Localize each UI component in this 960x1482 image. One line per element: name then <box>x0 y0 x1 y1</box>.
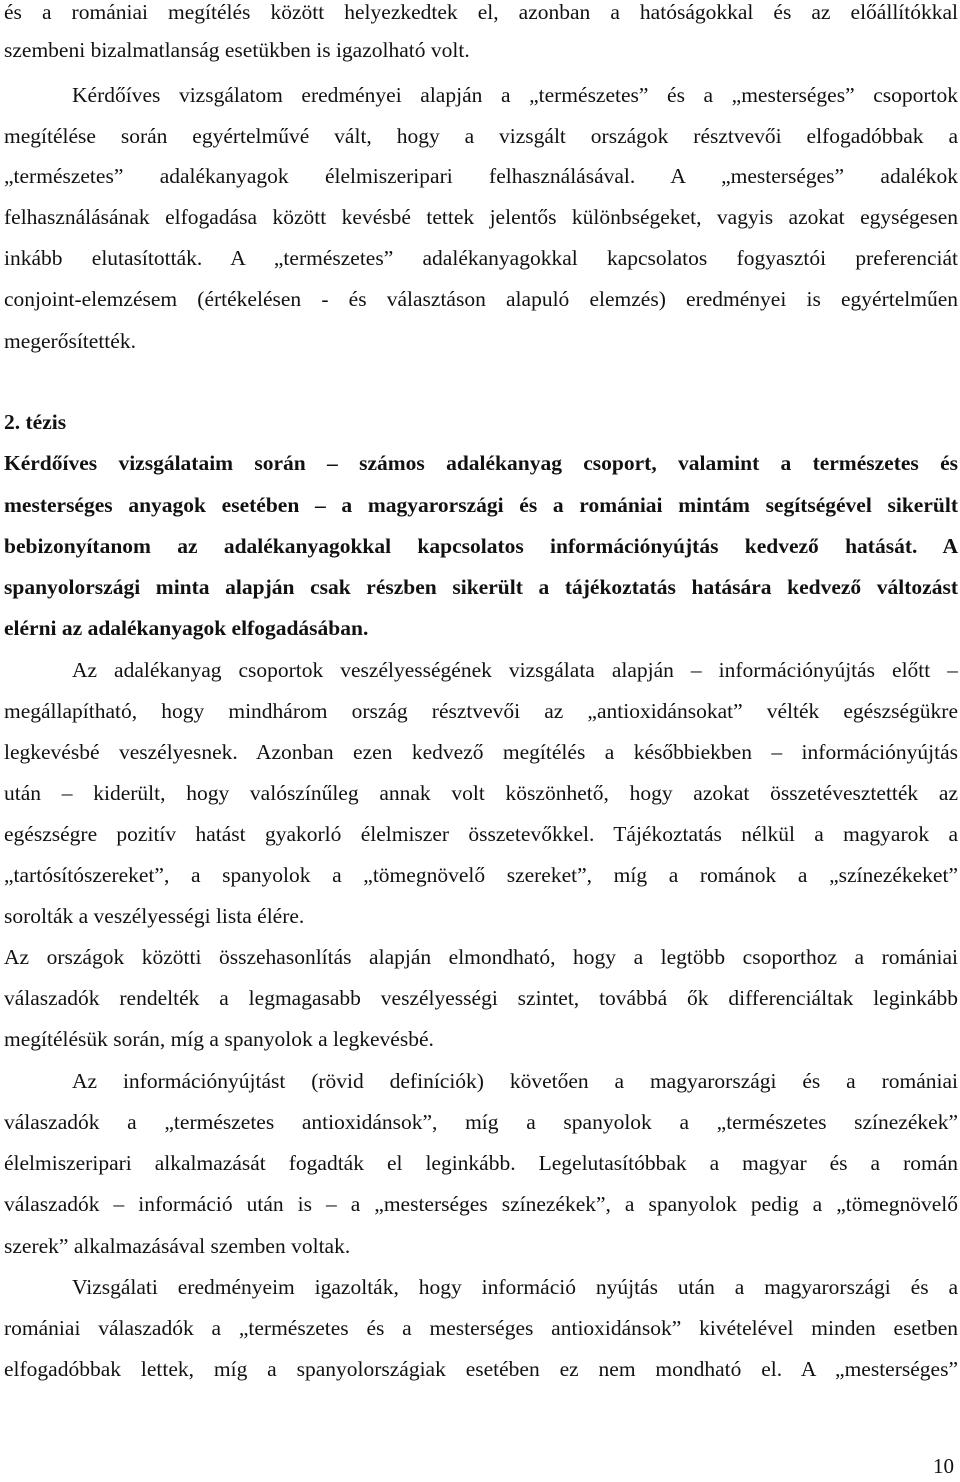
text-line: megállapítható, hogy mindhárom ország résztvevői az „antioxidánsokat” vélték egészségükre <box>4 699 958 723</box>
text-line: sorolták a veszélyességi lista élére. <box>4 904 305 928</box>
text-line: Kérdőíves vizsgálatom eredményei alapján a „természetes” és a „mesterséges” csoportok <box>72 83 958 107</box>
text-line: Az országok közötti összehasonlítás alapján elmondható, hogy a legtöbb csoporthoz a romániai <box>4 945 958 969</box>
text-line: bebizonyítanom az adalékanyagokkal kapcsolatos információnyújtás kedvező hatását. A <box>4 534 958 558</box>
text-line: válaszadók – információ után is – a „mesterséges színezékek”, a spanyolok pedig a „tömegnövelő <box>4 1192 958 1216</box>
text-line: legkevésbé veszélyesnek. Azonban ezen kedvező megítélés a későbbiekben – információnyújtás <box>4 740 958 764</box>
text-line: szembeni bizalmatlanság esetükben is igazolható volt. <box>4 38 470 62</box>
text-line: elérni az adalékanyagok elfogadásában. <box>4 616 369 640</box>
text-line: Kérdőíves vizsgálataim során – számos adalékanyag csoport, valamint a természetes és <box>4 451 958 475</box>
text-line: inkább elutasították. A „természetes” adalékanyagokkal kapcsolatos fogyasztói preferenciát <box>4 246 958 270</box>
text-line: mesterséges anyagok esetében – a magyarországi és a romániai mintám segítségével sikerült <box>4 493 958 517</box>
text-line: „tartósítószereket”, a spanyolok a „tömegnövelő szereket”, míg a románok a „színezékeket” <box>4 863 958 887</box>
text-line: Az adalékanyag csoportok veszélyességének vizsgálata alapján – információnyújtás előtt – <box>72 658 958 682</box>
text-line: megítélése során egyértelművé vált, hogy a vizsgált országok résztvevői elfogadóbbak a <box>4 124 958 148</box>
text-line: után – kiderült, hogy valószínűleg annak volt köszönhető, hogy azokat összetévesztették az <box>4 781 958 805</box>
text-line: és a romániai megítélés között helyezkedtek el, azonban a hatóságokkal és az előállítókkal <box>4 0 958 24</box>
page-number: 10 <box>933 1454 954 1478</box>
text-line: megítélésük során, míg a spanyolok a legkevésbé. <box>4 1027 434 1051</box>
text-line: romániai válaszadók a „természetes és a mesterséges antioxidánsok” kivételével minden esetben <box>4 1316 958 1340</box>
text-line: megerősítették. <box>4 329 136 353</box>
text-line: elfogadóbbak lettek, míg a spanyolországiak esetében ez nem mondható el. A „mesterséges” <box>4 1357 958 1381</box>
text-line: felhasználásának elfogadása között kevésbé tettek jelentős különbségeket, vagyis azokat egységesen <box>4 205 958 229</box>
text-line: szerek” alkalmazásával szemben voltak. <box>4 1234 351 1258</box>
text-line: spanyolországi minta alapján csak részben sikerült a tájékoztatás hatására kedvező változást <box>4 575 958 599</box>
thesis-heading: 2. tézis <box>4 410 67 434</box>
text-line: conjoint-elemzésem (értékelésen - és választáson alapuló elemzés) eredményei is egyértelműen <box>4 287 958 311</box>
text-line: Az információnyújtást (rövid definíciók) követően a magyarországi és a romániai <box>72 1069 958 1093</box>
text-line: Vizsgálati eredményeim igazolták, hogy információ nyújtás után a magyarországi és a <box>72 1275 958 1299</box>
text-line: válaszadók a „természetes antioxidánsok”, míg a spanyolok a „természetes színezékek” <box>4 1110 958 1134</box>
text-line: egészségre pozitív hatást gyakorló élelmiszer összetevőkkel. Tájékoztatás nélkül a magyarok a <box>4 822 958 846</box>
text-line: válaszadók rendelték a legmagasabb veszélyességi szintet, továbbá ők differenciáltak leginkább <box>4 986 958 1010</box>
text-line: élelmiszeripari alkalmazását fogadták el leginkább. Legelutasítóbbak a magyar és a román <box>4 1151 958 1175</box>
text-line: „természetes” adalékanyagok élelmiszeripari felhasználásával. A „mesterséges” adalékok <box>4 164 958 188</box>
